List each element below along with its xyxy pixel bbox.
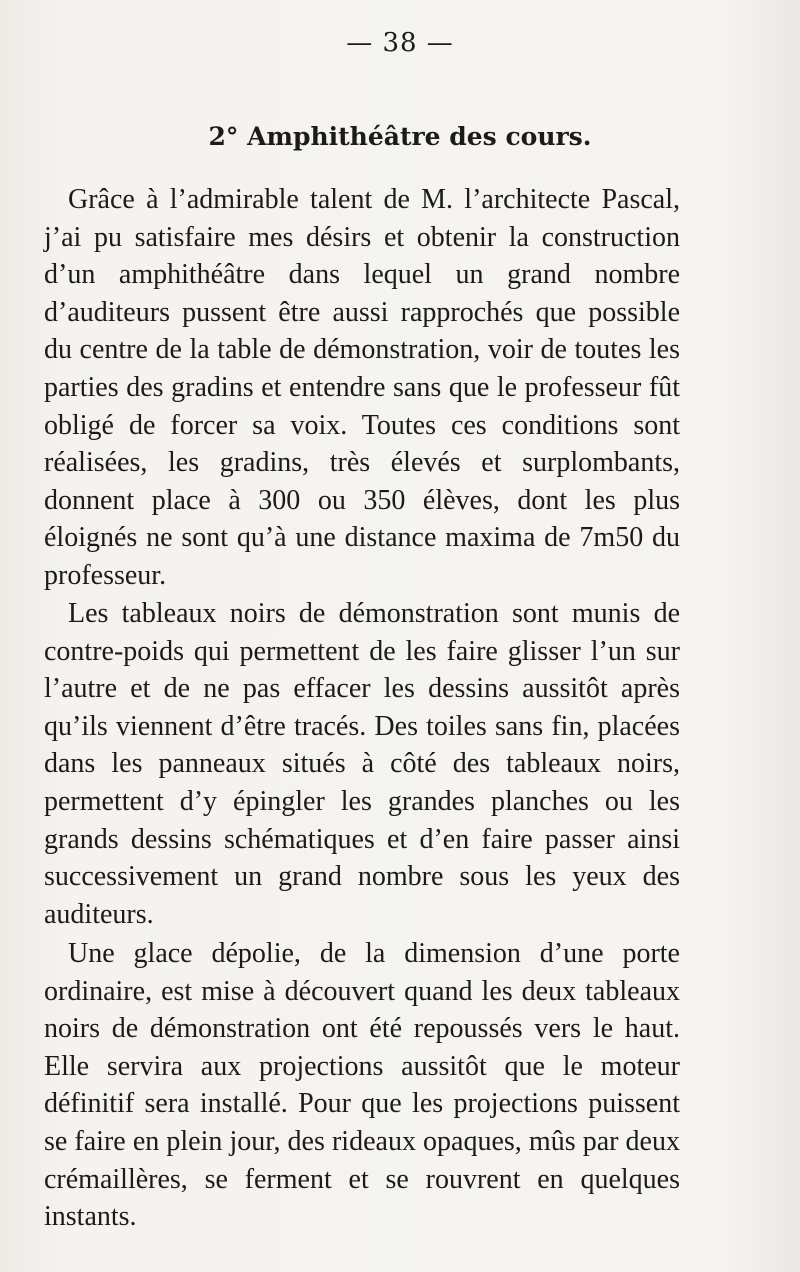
paragraph-1 [44,181,680,595]
paragraph-text: Une glace dépolie, de la dimension d’une porte ordinaire, est mise à découvert quand les deux tableaux noirs de démonstration ont été repoussés vers le haut. Elle servira aux projections aussitôt que le moteur définitif sera installé. Pour que les projections puissent se faire en plein jour, des rideaux opaques, mûs par deux crémaillères, se ferment et se rouvrent en quelques instants. [44,938,680,1233]
paragraph-text: Grâce à l’admirable talent de M. l’architecte Pascal, j’ai pu satisfaire mes désirs et obtenir la construction d’un amphithéâtre dans lequel un grand nombre d’auditeurs pussent être aussi rapprochés que possible du centre de la table de démonstration, voir de toutes les parties des gradins et entendre sans que le professeur fût obligé de forcer sa voix. Toutes ces conditions sont réalisées, les gradins, très élevés et surplombants, donnent place à 300 ou 350 élèves, dont les plus éloignés ne sont qu’à une distance maxima de 7m50 du professeur. [44,184,680,591]
paragraph-3 [44,935,680,1236]
paragraph-2 [44,595,680,933]
paragraph-text: Les tableaux noirs de démonstration sont munis de contre-poids qui permettent de les faire glisser l’un sur l’autre et de ne pas effacer les dessins aussitôt après qu’ils viennent d’être tracés. Des toiles sans fin, placées dans les panneaux situés à côté des tableaux noirs, permettent d’y épingler les grandes planches ou les grands dessins schématiques et d’en faire passer ainsi successivement un grand nombre sous les yeux des auditeurs. [44,598,680,930]
page-number: — 38 — [346,28,454,58]
section-heading: 2° Amphithéâtre des cours. [208,122,592,151]
